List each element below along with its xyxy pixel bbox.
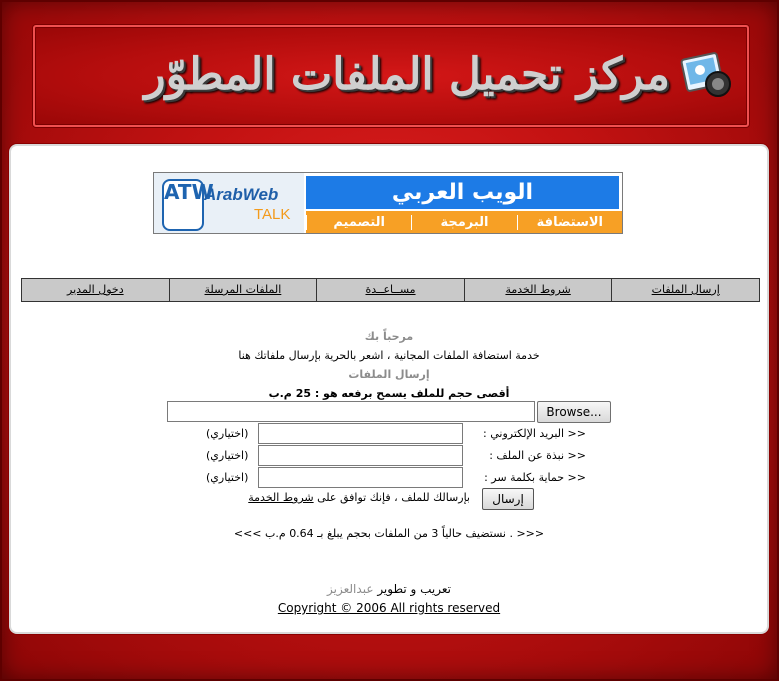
password-field[interactable] <box>258 467 463 488</box>
ad-banner[interactable] <box>153 172 623 234</box>
send-button[interactable]: إرسال <box>482 488 534 510</box>
description-optional: (اختياري) <box>206 449 249 462</box>
nav-help[interactable]: مســاعــدة <box>316 279 464 301</box>
file-path-input[interactable] <box>167 401 535 422</box>
email-label: << البريد الإلكتروني : <box>483 427 586 440</box>
password-label: << حماية بكلمة سر : <box>484 471 586 484</box>
credits <box>11 582 767 596</box>
credits-author: عبدالعزيز <box>327 582 374 596</box>
browse-button[interactable]: Browse... <box>537 401 611 423</box>
nav-sent-files[interactable]: الملفات المرسلة <box>169 279 317 301</box>
image-camera-icon <box>680 48 734 102</box>
banner-tab-programming: البرمجة <box>411 215 516 230</box>
email-field[interactable] <box>258 423 463 444</box>
nav-terms[interactable]: شروط الخدمة <box>464 279 612 301</box>
banner-brand: ArabWeb <box>204 185 279 204</box>
max-size-text: أقصى حجم للملف يسمح برفعه هو : 25 م.ب <box>268 387 510 400</box>
main-nav <box>21 278 760 302</box>
banner-tab-hosting: الاستضافة <box>517 215 622 230</box>
credits-prefix: تعريب و تطوير <box>377 582 451 596</box>
stats-text: <<< . نستضيف حالياً 3 من الملفات بحجم يبلغ بـ 0.64 م.ب >>> <box>233 527 545 540</box>
site-title: مركز تحميل الملفات المطوّر <box>144 49 670 100</box>
banner-sub: TALK <box>254 206 291 223</box>
banner-tabs <box>306 211 622 233</box>
terms-line <box>200 491 470 504</box>
banner-logo-badge: ATW <box>162 179 204 231</box>
banner-logo-area <box>154 173 304 233</box>
email-optional: (اختياري) <box>206 427 249 440</box>
password-optional: (اختياري) <box>206 471 249 484</box>
description-text: خدمة استضافة الملفات المجانية ، اشعر بالحرية بإرسال ملفاتك هنا <box>238 349 540 362</box>
copyright-link[interactable]: Copyright © 2006 All rights reserved <box>277 601 501 615</box>
description-label: << نبذة عن الملف : <box>489 449 586 462</box>
welcome-text: مرحباً بك <box>364 330 414 343</box>
description-field[interactable] <box>258 445 463 466</box>
nav-admin-login[interactable]: دخول المدير <box>67 283 124 296</box>
terms-prefix: بإرسالك للملف ، فإنك توافق على <box>317 491 470 504</box>
terms-link[interactable]: شروط الخدمة <box>248 491 314 504</box>
section-title: إرسال الملفات <box>348 368 430 381</box>
nav-send-files[interactable]: إرسال الملفات <box>611 279 759 301</box>
banner-arabic-title: الويب العربي <box>306 176 619 209</box>
banner-tab-design: التصميم <box>306 215 411 230</box>
